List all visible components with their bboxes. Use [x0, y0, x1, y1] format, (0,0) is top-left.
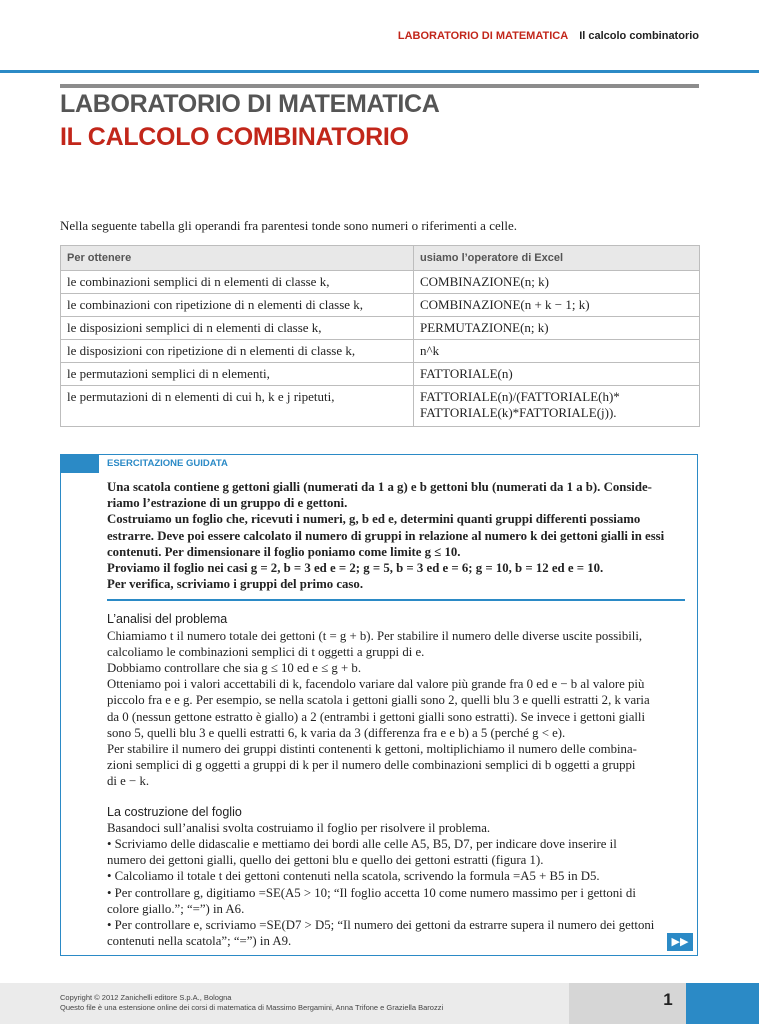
construction-line: colore giallo.”; “=”) in A6.	[107, 901, 245, 916]
box-marker	[61, 455, 99, 473]
table-row	[61, 386, 700, 427]
table-cell-operator: COMBINAZIONE(n; k)	[414, 271, 700, 294]
analysis-line: piccolo fra e e g. Per esempio, se nella scatola i gettoni gialli sono 2, quelli blu 3 e quelli estratti 2, k varia	[107, 693, 650, 708]
copyright: Copyright © 2012 Zanichelli editore S.p.A., Bologna	[60, 993, 232, 1002]
table-cell-operator: PERMUTAZIONE(n; k)	[414, 317, 700, 340]
statement-line: contenuti. Per dimensionare il foglio poniamo come limite g ≤ 10.	[107, 544, 461, 559]
construction-line: • Calcoliamo il totale t dei gettoni contenuti nella scatola, scrivendo la formula =A5 + B5 in D5.	[107, 869, 600, 884]
table-row	[61, 294, 700, 317]
table-row	[61, 340, 700, 363]
analysis-line: calcoliamo le combinazioni semplici di t oggetti a gruppi di e.	[107, 644, 425, 659]
operator-line: FATTORIALE(n)/(FATTORIALE(h)*	[420, 389, 620, 404]
construction-line: numero dei gettoni gialli, quello dei gettoni blu e quello dei gettoni estratti (figura 1).	[107, 853, 544, 868]
analysis-line: Otteniamo poi i valori accettabili di k, facendolo variare dal valore più grande fra 0 ed e − b al valore più	[107, 677, 645, 692]
statement-line: Una scatola contiene g gettoni gialli (numerati da 1 a g) e b gettoni blu (numerati da 1 a b). Conside-	[107, 480, 652, 494]
construction-line: • Per controllare g, digitiamo =SE(A5 > 10; “Il foglio accetta 10 come numero massimo per i gettoni di	[107, 885, 636, 900]
analysis-line: sono 5, quelli blu 3 e quelli estratti 6, k varia da 3 (differenza fra e e b) a 5 (perché g < e).	[107, 725, 566, 740]
double-chevron-right-icon[interactable]: ▶▶	[667, 933, 693, 951]
analysis-line: Dobbiamo controllare che sia g ≤ 10 ed e ≤ g + b.	[107, 661, 362, 676]
table-row	[61, 363, 700, 386]
table-header-operator: usiamo l’operatore di Excel	[414, 246, 700, 271]
table-header-goal: Per ottenere	[61, 246, 414, 271]
running-head-lab: LABORATORIO DI MATEMATICA	[397, 30, 569, 42]
table-row	[61, 317, 700, 340]
analysis-line: Chiamiamo t il numero totale dei gettoni (t = g + b). Per stabilire il numero delle diverse uscite possibili,	[107, 628, 643, 643]
analysis-line: Per stabilire il numero dei gruppi distinti contenenti k gettoni, moltiplichiamo il numero delle combina-	[107, 742, 637, 757]
page-number: 1	[663, 990, 673, 1009]
analysis-heading: L’analisi del problema	[107, 612, 228, 627]
page-title: LABORATORIO DI MATEMATICA	[60, 90, 440, 118]
page-corner-accent	[686, 983, 759, 1024]
running-head-topic: Il calcolo combinatorio	[579, 30, 699, 42]
statement-line: estrarre. Deve poi essere calcolato il numero di gruppi in relazione al numero k dei gettoni gialli in essi	[107, 528, 665, 543]
analysis-line: da 0 (nessun gettone estratto è giallo) a 2 (entrambi i gettoni gialli sono estratti). Se invece i gettoni gialli	[107, 709, 646, 724]
construction-line: contenuti nella scatola”; “=”) in A9.	[107, 934, 292, 949]
footer-note: Questo file è una estensione online dei corsi di matematica di Massimo Bergamini, Anna Trifone e Graziella Barozzi	[60, 1003, 444, 1012]
page-subtitle: IL CALCOLO COMBINATORIO	[60, 123, 409, 151]
table-cell-operator: n^k	[414, 340, 700, 363]
table-cell-goal: le permutazioni semplici di n elementi,	[61, 363, 414, 386]
table-cell-goal: le combinazioni con ripetizione di n elementi di classe k,	[61, 294, 414, 317]
operators-table	[60, 245, 700, 427]
table-cell-operator: FATTORIALE(n)	[414, 363, 700, 386]
analysis-line: zioni semplici di g oggetti a gruppi di k per il numero delle combinazioni semplici di b oggetti a gruppi	[107, 758, 636, 773]
statement-line: riamo l’estrazione di un gruppo di e gettoni.	[107, 496, 348, 511]
table-cell-goal: le disposizioni semplici di n elementi di classe k,	[61, 317, 414, 340]
top-rule	[0, 70, 759, 73]
table-cell-operator: COMBINAZIONE(n + k − 1; k)	[414, 294, 700, 317]
spacer	[107, 790, 685, 804]
table-row	[61, 271, 700, 294]
exercise-statement	[107, 479, 685, 592]
intro-text: Nella seguente tabella gli operandi fra parentesi tonde sono numeri o riferimenti a celle.	[60, 218, 517, 233]
section-divider	[107, 599, 685, 601]
footer-text	[60, 993, 443, 1013]
exercise-box	[60, 454, 698, 956]
statement-line: Per verifica, scriviamo i gruppi del primo caso.	[107, 577, 364, 592]
exercise-content	[107, 479, 685, 949]
operator-line: FATTORIALE(k)*FATTORIALE(j)).	[420, 405, 617, 420]
exercise-tag: ESERCITAZIONE GUIDATA	[107, 458, 228, 469]
construction-line: • Scriviamo delle didascalie e mettiamo dei bordi alle celle A5, B5, D7, per indicare dove inserire il	[107, 837, 617, 852]
statement-line: Proviamo il foglio nei casi g = 2, b = 3 ed e = 2; g = 5, b = 3 ed e = 6; g = 10, b = 12 ed e = 10.	[107, 561, 604, 576]
construction-heading: La costruzione del foglio	[107, 804, 242, 819]
table-cell-goal: le permutazioni di n elementi di cui h, k e j ripetuti,	[61, 386, 414, 427]
construction-line: • Per controllare e, scriviamo =SE(D7 > D5; “Il numero dei gettoni da estrarre supera il numero dei gettoni	[107, 918, 655, 933]
table-cell-operator	[414, 386, 700, 427]
statement-line: Costruiamo un foglio che, ricevuti i numeri, g, b ed e, determini quanti gruppi differenti possiamo	[107, 512, 641, 527]
analysis-line: di e − k.	[107, 774, 150, 789]
table-cell-goal: le combinazioni semplici di n elementi di classe k,	[61, 271, 414, 294]
construction-line: Basandoci sull’analisi svolta costruiamo il foglio per risolvere il problema.	[107, 820, 491, 835]
table-cell-goal: le disposizioni con ripetizione di n elementi di classe k,	[61, 340, 414, 363]
running-head	[398, 30, 699, 42]
table-header-row	[61, 246, 700, 271]
title-rule	[60, 84, 699, 88]
